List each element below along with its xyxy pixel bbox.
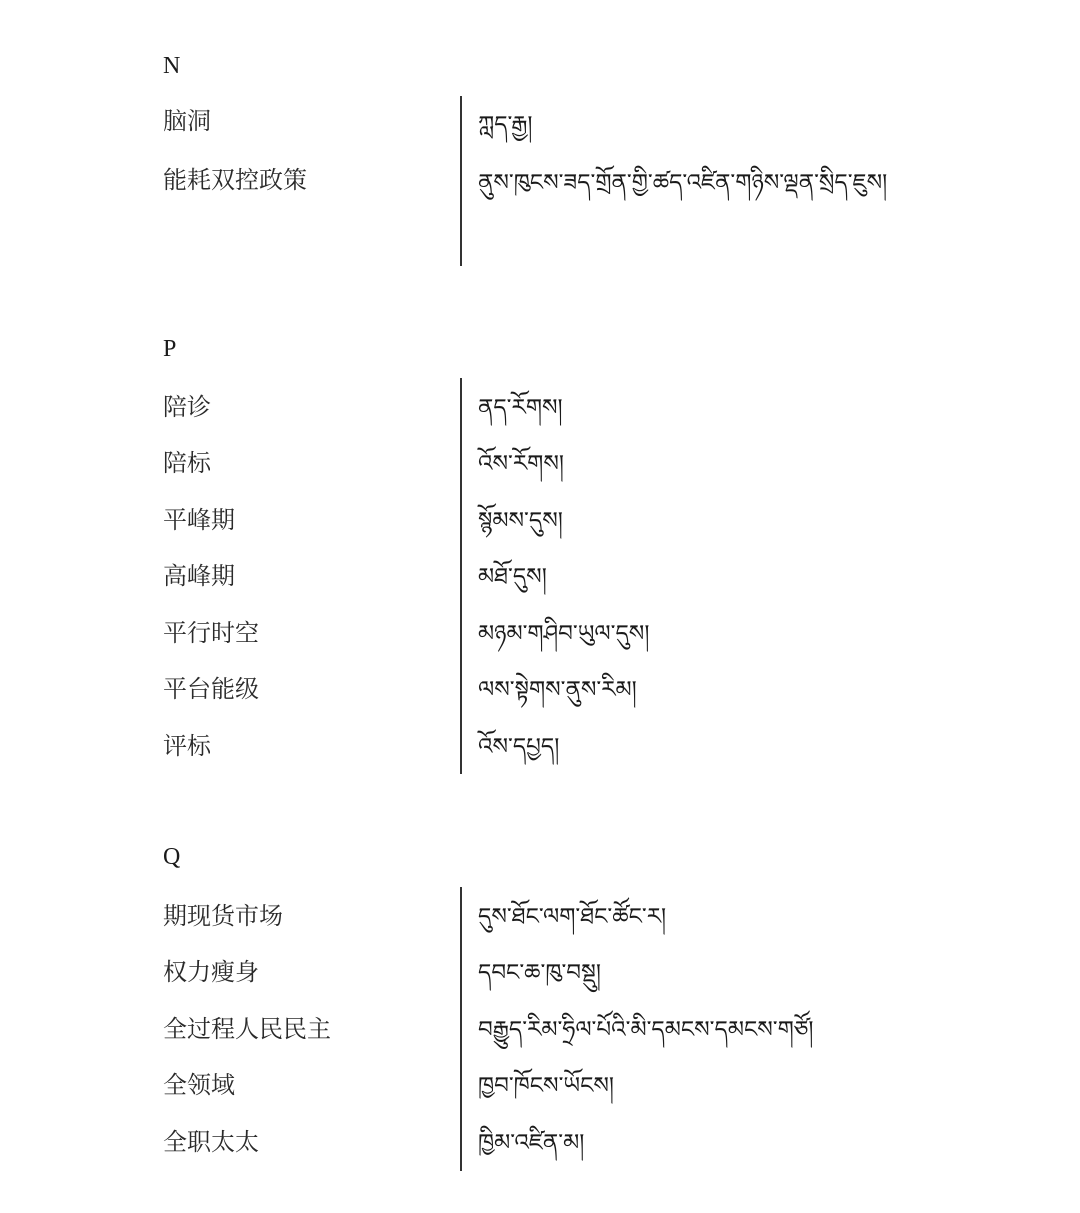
entry-translation: འོས་རོགས། — [478, 451, 564, 477]
entry-translation: མཉམ་གཤིབ་ཡུལ་དུས། — [478, 621, 650, 647]
section-letter: N — [163, 53, 181, 79]
entry-translation: ལས་སྟེགས་ནུས་རིམ། — [478, 677, 637, 703]
entry-term: 能耗双控政策 — [163, 166, 307, 194]
column-divider — [460, 887, 462, 1171]
entry-term: 评标 — [163, 732, 211, 760]
entry-translation: མཐོ་དུས། — [478, 564, 547, 590]
entry-term: 期现货市场 — [163, 902, 283, 930]
entry-term: 权力瘦身 — [163, 958, 259, 986]
entry-translation: དབང་ཆ་ཁུ་བསྡུ། — [478, 960, 601, 986]
entry-translation: འོས་དཔྱད། — [478, 734, 560, 760]
entry-term: 陪标 — [163, 449, 211, 477]
entry-term: 全过程人民民主 — [163, 1015, 331, 1043]
section-letter: Q — [163, 844, 181, 870]
entry-translation: ཀླད་རྒྱ། — [478, 112, 533, 138]
column-divider — [460, 96, 462, 266]
entry-translation: ནུས་ཁུངས་ཟད་གྲོན་གྱི་ཚད་འཛིན་གཉིས་ལྡན་སྲིད་ཇུས། — [478, 170, 888, 196]
entry-term: 高峰期 — [163, 562, 235, 590]
entry-translation: བརྒྱུད་རིམ་ཧྲིལ་པོའི་མི་དམངས་དམངས་གཙོ། — [478, 1017, 814, 1043]
entry-translation: ནད་རོགས། — [478, 395, 563, 421]
entry-term: 脑洞 — [163, 107, 211, 135]
entry-term: 全领域 — [163, 1071, 235, 1099]
column-divider — [460, 378, 462, 774]
entry-term: 全职太太 — [163, 1128, 259, 1156]
entry-translation: སྙོམས་དུས། — [478, 508, 563, 534]
entry-translation: ཁྱིམ་འཛིན་མ། — [478, 1130, 585, 1156]
entry-term: 平峰期 — [163, 506, 235, 534]
entry-term: 平行时空 — [163, 619, 259, 647]
entry-translation: དུས་ཐོང་ལག་ཐོང་ཚོང་ར། — [478, 904, 667, 930]
entry-term: 陪诊 — [163, 393, 211, 421]
entry-term: 平台能级 — [163, 675, 259, 703]
section-letter: P — [163, 336, 177, 362]
entry-translation: ཁྱབ་ཁོངས་ཡོངས། — [478, 1073, 614, 1099]
